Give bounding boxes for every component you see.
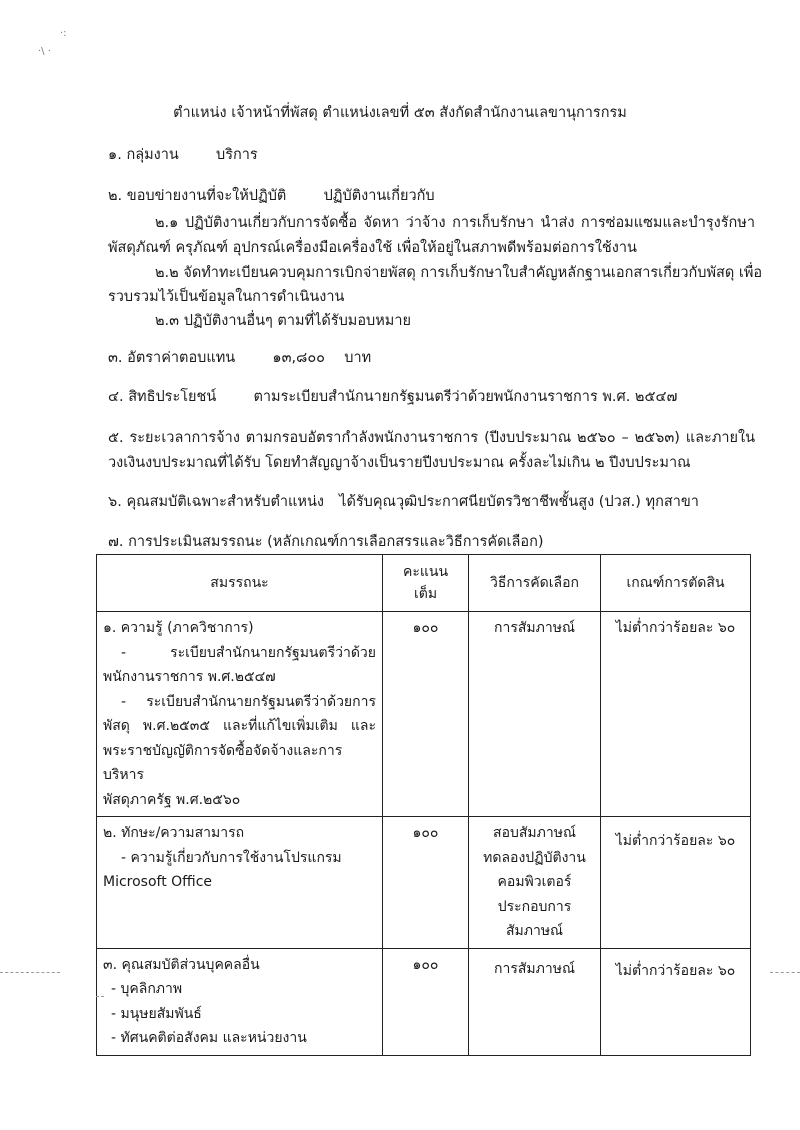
section-number: ๖.: [108, 494, 122, 510]
table-header-row: [97, 555, 751, 612]
scan-edge-mark: [770, 972, 800, 973]
page-title: ตำแหน่ง เจ้าหน้าที่พัสดุ ตำแหน่งเลขที่ ๕๓ สังกัดสำนักงานเลขานุการกรม: [173, 105, 627, 121]
method-line: ประกอบการสัมภาษณ์: [497, 898, 572, 939]
criteria-cell: ไม่ต่ำกว่าร้อยละ ๖๐: [601, 817, 751, 949]
score-cell: ๑๐๐: [383, 817, 469, 949]
section-label: การประเมินสมรรถนะ (หลักเกณฑ์การเลือกสรรและวิธีการคัดเลือก): [128, 534, 544, 550]
section-label: คุณสมบัติเฉพาะสำหรับตำแหน่ง: [126, 494, 324, 510]
detail-line: พัสดุภาครัฐ พ.ศ.๒๕๖๐: [103, 791, 241, 808]
section-6: [108, 490, 699, 513]
duty-2-1-line-2: พัสดุภัณฑ์ ครุภัณฑ์ อุปกรณ์เครื่องมือเครื่องใช้ เพื่อให้อยู่ในสภาพดีพร้อมต่อการใช้งาน: [108, 240, 637, 256]
table-row: [97, 817, 751, 949]
duty-2-1-line-1: ๒.๑ ปฏิบัติงานเกี่ยวกับการจัดซื้อ จัดหา ว่าจ้าง การเก็บรักษา นำส่ง การซ่อมแซมและบำรุงรักษา: [155, 215, 755, 231]
table-row: [97, 948, 751, 1055]
section-label: อัตราค่าตอบแทน: [127, 350, 236, 366]
detail-line-text: - บุคลิกภาพ: [111, 981, 183, 997]
section-5: [108, 426, 755, 449]
method-cell: การสัมภาษณ์: [469, 612, 601, 817]
detail-line: พระราชบัญญัติการจัดซื้อจัดจ้างและการบริหาร: [103, 742, 343, 783]
detail-line: Microsoft Office: [103, 874, 213, 890]
salary-unit: บาท: [344, 350, 372, 366]
header-score-line-2: เต็ม: [413, 586, 438, 602]
section-value: ตามกรอบอัตรากำลังพนักงานราชการ (ปีงบประมาณ ๒๕๖๐ – ๒๕๖๓) และภายใน: [245, 430, 756, 446]
section-number: ๔.: [108, 389, 124, 405]
section-number: ๓.: [108, 350, 123, 366]
method-cell: การสัมภาษณ์: [469, 948, 601, 1055]
detail-line-text: - ทัศนคติต่อสังคม และหน่วยงาน: [111, 1030, 307, 1046]
section-value: ได้รับคุณวุฒิประกาศนียบัตรวิชาชีพชั้นสูง (ปวส.) ทุกสาขา: [339, 494, 699, 510]
section-4: [108, 385, 677, 408]
section-value: บริการ: [216, 147, 258, 163]
duty-2-3: ๒.๓ ปฏิบัติงานอื่นๆ ตามที่ได้รับมอบหมาย: [155, 313, 412, 329]
detail-line: - ระเบียบสำนักนายกรัฐมนตรีว่าด้วยการ: [121, 693, 376, 710]
criteria-cell: ไม่ต่ำกว่าร้อยละ ๖๐: [601, 948, 751, 1055]
duty-2-2-line-1: ๒.๒ จัดทำทะเบียนควบคุมการเบิกจ่ายพัสดุ การเก็บรักษาใบสำคัญหลักฐานเอกสารเกี่ยวกับพัสดุ เพื่อ: [155, 265, 763, 281]
salary-value: ๑๓,๘๐๐: [272, 350, 326, 366]
method-line: คอมพิวเตอร์: [497, 874, 572, 890]
competency-cell: [97, 612, 383, 817]
header-method: วิธีการคัดเลือก: [469, 555, 601, 612]
header-score-line-1: คะแนน: [402, 564, 449, 580]
detail-line: พนักงานราชการ พ.ศ.๒๕๔๗: [103, 669, 276, 685]
detail-line: [103, 1002, 376, 1027]
competency-title: ๓. คุณสมบัติส่วนบุคคลอื่น: [103, 956, 260, 973]
header-criteria: เกณฑ์การตัดสิน: [601, 555, 751, 612]
detail-line: [103, 977, 376, 1002]
section-number: ๒.: [108, 188, 123, 204]
competency-cell: [97, 817, 383, 949]
competency-detail: [103, 690, 376, 715]
detail-line-text: - มนุษยสัมพันธ์: [111, 1005, 202, 1022]
score-cell: ๑๐๐: [383, 948, 469, 1055]
section-label: กลุ่มงาน: [126, 147, 179, 163]
detail-line-text: - ความรู้เกี่ยวกับการใช้งานโปรแกรม: [121, 849, 342, 866]
competency-table: [96, 554, 751, 1056]
section-7: [108, 530, 544, 553]
detail-line: [103, 1026, 376, 1051]
section-number: ๗.: [108, 534, 124, 550]
scan-edge-mark: [96, 996, 104, 997]
header-score: [383, 555, 469, 612]
method-line: สอบสัมภาษณ์: [493, 825, 576, 841]
competency-title: ๑. ความรู้ (ภาควิชาการ): [103, 620, 254, 636]
section-2: [108, 184, 435, 207]
section-number: ๕.: [108, 430, 124, 446]
section-1: [108, 143, 258, 166]
duty-2-2-line-2: รวบรวมไว้เป็นข้อมูลในการดำเนินงาน: [108, 289, 345, 305]
section-5-line-2: วงเงินงบประมาณที่ได้รับ โดยทำสัญญาจ้างเป็นรายปีงบประมาณ ครั้งละไม่เกิน ๒ ปีงบประมาณ: [108, 455, 691, 471]
scan-speck: ·\ ·: [38, 46, 51, 57]
criteria-cell: ไม่ต่ำกว่าร้อยละ ๖๐: [601, 612, 751, 817]
section-value: ปฏิบัติงานเกี่ยวกับ: [323, 188, 435, 204]
competency-title: ๒. ทักษะ/ความสามารถ: [103, 825, 245, 841]
section-label: ระยะเวลาการจ้าง: [129, 430, 240, 446]
table-row: [97, 612, 751, 817]
section-value: ตามระเบียบสำนักนายกรัฐมนตรีว่าด้วยพนักงานราชการ พ.ศ. ๒๕๔๗: [253, 389, 678, 405]
scan-edge-mark: [0, 972, 60, 973]
competency-detail: [103, 641, 376, 666]
score-cell: ๑๐๐: [383, 612, 469, 817]
section-3: [108, 346, 371, 369]
detail-line: [103, 846, 376, 871]
competency-cell: [97, 948, 383, 1055]
section-label: สิทธิประโยชน์: [128, 389, 217, 405]
method-cell: [469, 817, 601, 949]
method-line: ทดลองปฏิบัติงาน: [483, 849, 586, 866]
section-number: ๑.: [108, 147, 122, 163]
detail-line: - ระเบียบสำนักนายกรัฐมนตรีว่าด้วย: [121, 644, 376, 661]
header-competency: สมรรถนะ: [97, 555, 383, 612]
detail-line: พัสดุ พ.ศ.๒๕๓๕ และที่แก้ไขเพิ่มเติม และ: [103, 718, 376, 734]
scan-speck: ·:: [60, 28, 67, 39]
section-label: ขอบข่ายงานที่จะให้ปฏิบัติ: [126, 188, 287, 204]
